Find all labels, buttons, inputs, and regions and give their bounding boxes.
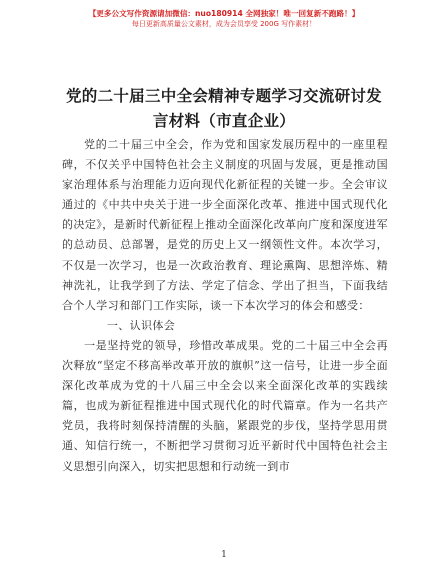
promo-banner [0, 8, 448, 30]
section-paragraph: 一是坚持党的领导，珍惜改革成果。党的二十届三中全会再次释放“坚定不移高举改革开放的旗帜”这一信号，让进一步全面深化改革成为党的十八届三中全会以来全面深化改革的实践续篇，也成为新征程推进中国式现代化的时代篇章。作为一名共产党员，我将时刻保持清醒的头脑，紧跟党的步伐，坚持学思用贯通、知信行统一，不断把学习贯彻习近平新时代中国特色社会主义思想引向深入，切实把思想和行动统一到市 [62, 338, 388, 473]
intro-paragraph: 党的二十届三中全会，作为党和国家发展历程中的一座里程碑，不仅关乎中国特色社会主义制度的巩固与发展，更是推动国家治理体系与治理能力迈向现代化新征程的关键一步。全会审议通过的《中共中央关于进一步全面深化改革、推进中国式现代化的决定》，是新时代新征程上推动全面深化改革向广度和深度进军的总动员、总部署，是党的历史上又一纲领性文件。本次学习，不仅是一次学习，也是一次政治教育、理论熏陶、思想淬炼、精神洗礼，让我学到了方法、学定了信念、学出了担当，下面我结合个人学习和部门工作实际，谈一下本次学习的体会和感受： [62, 138, 388, 312]
document-title: 党的二十届三中全会精神专题学习交流研讨发言材料（市直企业） [65, 87, 382, 130]
promo-banner-line-2: 每日更新高质量公文素材，成为会员享受 200G 写作素材！ [131, 20, 317, 28]
promo-banner-line-1: 【更多公文写作资源请加微信：nuo180914 全网独家！唯一回复新不跑路！】 [88, 9, 360, 18]
section-heading-text: 一、认识体会 [106, 318, 176, 332]
section-heading [62, 316, 388, 336]
document-body [62, 135, 388, 477]
page-number: 1 [221, 550, 227, 560]
